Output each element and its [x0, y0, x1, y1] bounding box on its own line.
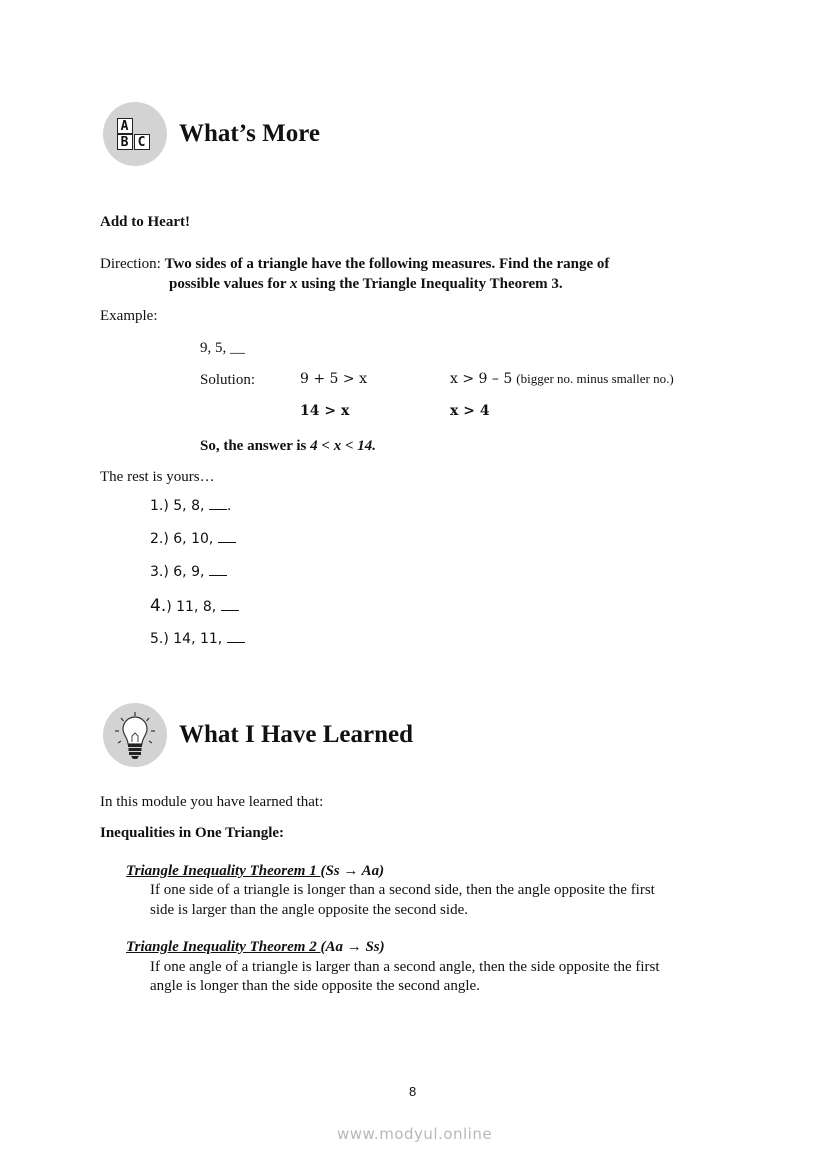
item-text: ) 6, 10,: [163, 531, 218, 547]
exercise-item: [150, 564, 227, 580]
direction-text-2b: using the Triangle Inequality Theorem 3.: [297, 276, 563, 292]
rest-label: The rest is yours…: [100, 469, 215, 485]
answer: [200, 436, 376, 456]
solution-row1-right: x > 9 – 5: [450, 371, 513, 387]
theorem-1-line2: side is larger than the angle opposite the second side.: [150, 902, 468, 918]
theorem-abbr: (Aa → Ss): [320, 939, 385, 955]
abc-blocks-icon: [103, 102, 167, 166]
direction-label: Direction:: [100, 256, 161, 272]
activity-title: Add to Heart!: [100, 214, 190, 230]
direction-text-2a: possible values for: [169, 276, 290, 292]
learned-heading: Inequalities in One Triangle:: [100, 825, 285, 841]
theorem-1-title-line: [126, 861, 384, 881]
answer-blank[interactable]: [221, 609, 239, 611]
direction: [100, 254, 720, 274]
answer-value: 4 < x < 14.: [310, 438, 377, 454]
solution-row1-left: 9 + 5 > x: [300, 371, 367, 387]
exercise-item: [150, 498, 231, 514]
solution-note: (bigger no. minus smaller no.): [516, 371, 674, 386]
theorem-2-line2: angle is longer than the side opposite the second angle.: [150, 978, 480, 994]
theorem-1-line1: If one side of a triangle is longer than a second side, then the angle opposite the first: [150, 882, 655, 898]
item-number: 3.: [150, 564, 164, 580]
block-a: A: [117, 118, 133, 134]
item-number: 4.: [150, 596, 167, 616]
section-title: What’s More: [179, 120, 320, 147]
item-number: 1.: [150, 498, 164, 514]
answer-blank[interactable]: [218, 541, 236, 543]
solution-row2-right: x > 4: [450, 403, 490, 419]
theorem-2-title-line: [126, 937, 385, 957]
direction-text: Two sides of a triangle have the following measures. Find the range of: [164, 256, 610, 272]
example-given: 9, 5, __: [200, 340, 245, 356]
example-label: Example:: [100, 308, 158, 324]
item-text: ) 6, 9,: [163, 564, 209, 580]
theorem-title: Triangle Inequality Theorem 1: [126, 863, 321, 879]
section-title: What I Have Learned: [179, 721, 414, 748]
item-text: ) 11, 8,: [166, 599, 221, 615]
answer-blank[interactable]: [209, 508, 227, 510]
item-text: ) 5, 8,: [163, 498, 209, 514]
solution-row2-left: 14 > x: [300, 403, 350, 419]
whats-more-header: [103, 102, 320, 166]
watermark: www.modyul.online: [337, 1125, 493, 1143]
solution-label: Solution:: [200, 372, 256, 388]
answer-prefix: So, the answer is: [200, 438, 311, 454]
item-text: ) 14, 11,: [163, 631, 227, 647]
answer-blank[interactable]: [227, 641, 245, 643]
block-c: C: [134, 134, 150, 150]
solution-row1-right-group: [450, 370, 674, 388]
theorem-title: Triangle Inequality Theorem 2: [126, 939, 321, 955]
variable-x: x: [290, 276, 298, 292]
lightbulb-glyph-icon: [112, 710, 158, 760]
exercise-item: [150, 596, 239, 616]
block-b: B: [117, 134, 133, 150]
what-i-have-learned-header: [103, 703, 413, 767]
item-number: 2.: [150, 531, 164, 547]
item-number: 5.: [150, 631, 164, 647]
answer-blank[interactable]: [209, 574, 227, 576]
exercise-item: [150, 631, 245, 647]
theorem-2-line1: If one angle of a triangle is larger than a second angle, then the side opposite the first: [150, 959, 660, 975]
learned-intro: In this module you have learned that:: [100, 794, 324, 810]
item-suffix: .: [226, 498, 232, 514]
page-number: 8: [409, 1084, 417, 1099]
lightbulb-icon: [103, 703, 167, 767]
exercise-item: [150, 531, 236, 547]
direction-line-2: [169, 274, 563, 294]
theorem-abbr: (Ss → Aa): [320, 863, 385, 879]
